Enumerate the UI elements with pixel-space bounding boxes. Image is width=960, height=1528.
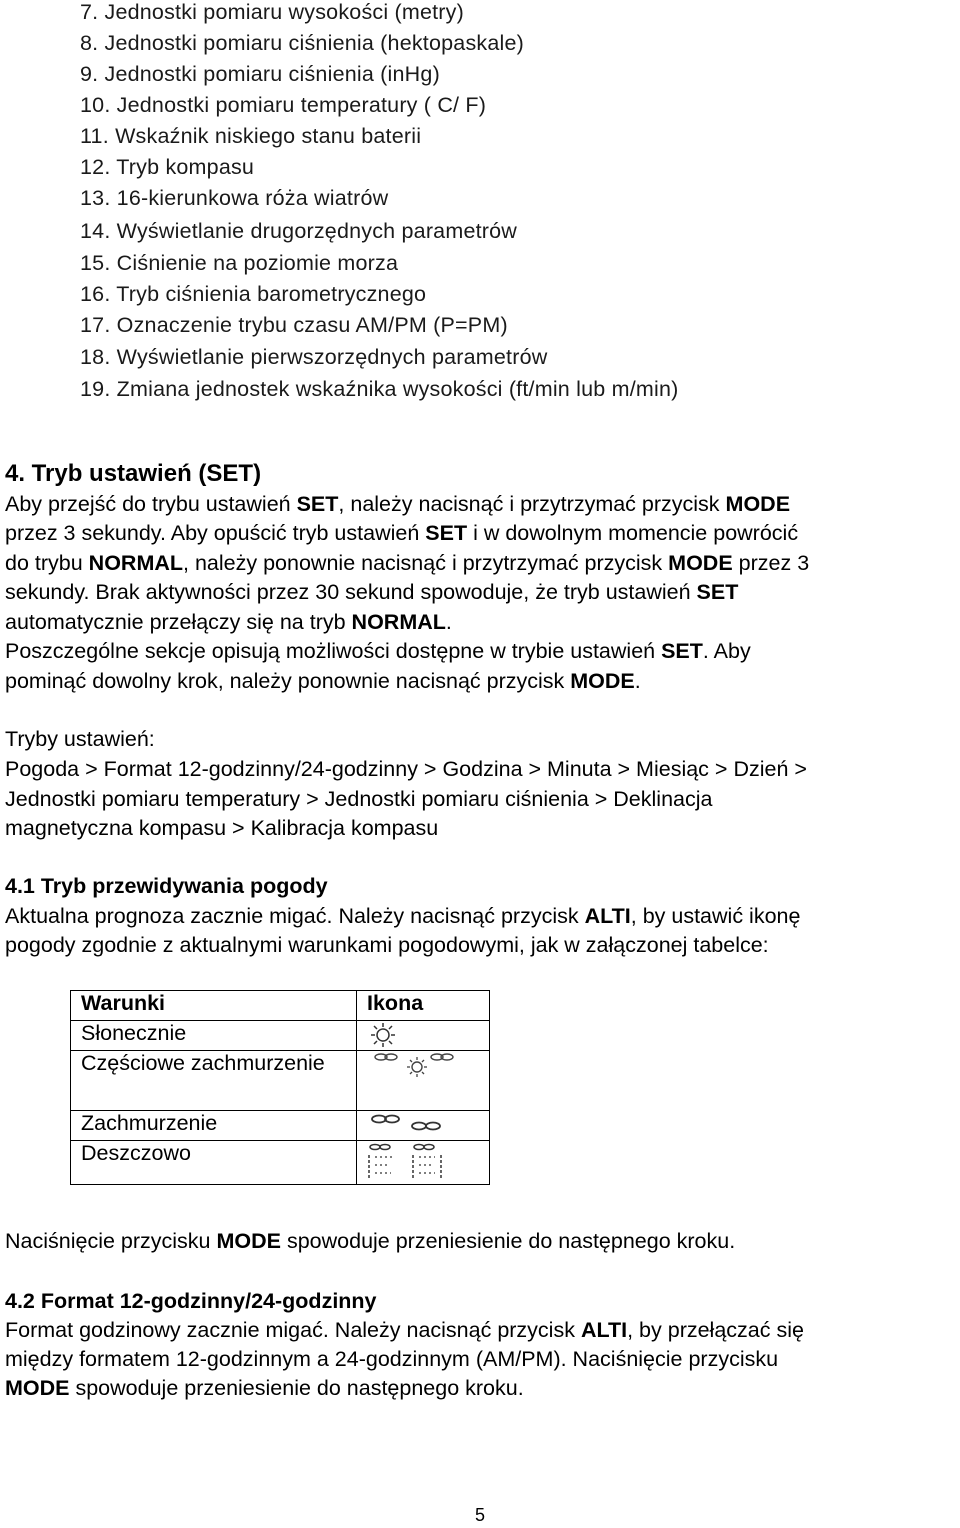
paragraph-line (5, 551, 809, 576)
text-run: , by ustawić ikonę (630, 904, 801, 928)
text-run: do trybu (5, 551, 89, 575)
table-cell-condition: Słonecznie (71, 1021, 357, 1051)
table-cell-condition: Częściowe zachmurzenie (71, 1051, 357, 1111)
bold-term: NORMAL (88, 551, 184, 575)
bold-term: ALTI (584, 904, 631, 928)
list-item: 17. Oznaczenie trybu czasu AM/PM (P=PM) (80, 313, 508, 337)
text-run: . (634, 669, 641, 693)
bold-term: SET (661, 639, 703, 663)
list-item: 10. Jednostki pomiaru temperatury ( C/ F) (80, 93, 487, 117)
text-run: pominąć dowolny krok, należy ponownie nacisnąć przycisk (5, 669, 571, 693)
bold-term: MODE (725, 492, 791, 516)
paragraph-line (5, 610, 452, 635)
list-item: 18. Wyświetlanie pierwszorzędnych parametrów (80, 345, 548, 369)
text-run: , należy nacisnąć i przytrzymać przycisk (338, 492, 726, 516)
paragraph-line (5, 933, 769, 958)
bold-term: MODE (570, 669, 635, 693)
text-run: przez 3 sekundy. Aby opuścić tryb ustawień (5, 521, 426, 545)
paragraph-line (5, 580, 738, 605)
table-cell-icon (357, 1021, 490, 1051)
bold-term: MODE (216, 1229, 281, 1253)
paragraph-line (5, 639, 751, 664)
text-run: między formatem 12-godzinnym a 24-godzinnym (AM/PM). Naciśnięcie przycisku (5, 1347, 779, 1371)
text-run: Format godzinowy zacznie migać. Należy nacisnąć przycisk (5, 1318, 581, 1342)
list-item: 15. Ciśnienie na poziomie morza (80, 251, 399, 275)
text-run: . (445, 610, 452, 634)
table-cell-icon (357, 1051, 490, 1111)
text-run: i w dowolnym momencie powrócić (467, 521, 799, 545)
text-run: Aby przejść do trybu ustawień (5, 492, 297, 516)
paragraph-line (5, 1376, 524, 1401)
text-run: spowoduje przeniesienie do następnego kroku. (280, 1229, 736, 1253)
section-heading: 4.2 Format 12-godzinny/24-godzinny (5, 1289, 377, 1313)
rain-icon (367, 1141, 457, 1181)
table-row (71, 1111, 490, 1141)
text-run: , by przełączać się (627, 1318, 804, 1342)
table-header-row (71, 991, 490, 1021)
bold-term: SET (296, 492, 339, 516)
section-heading: 4. Tryb ustawień (SET) (5, 460, 262, 487)
text-run: automatycznie przełączy się na tryb (5, 610, 352, 634)
sun-icon (367, 1021, 407, 1049)
page-number: 5 (474, 1505, 485, 1525)
text-run: . Aby (702, 639, 751, 663)
list-item: 9. Jednostki pomiaru ciśnienia (inHg) (80, 62, 440, 86)
table-cell-condition: Deszczowo (71, 1141, 357, 1185)
text-run: Naciśnięcie przycisku (5, 1229, 217, 1253)
table-header-icon: Ikona (357, 991, 490, 1021)
table-cell-icon (357, 1141, 490, 1185)
table-row (71, 1051, 490, 1111)
paragraph-line (5, 904, 800, 929)
text-run: pogody zgodnie z aktualnymi warunkami pogodowymi, jak w załączonej tabelce: (5, 933, 769, 957)
paragraph-line (5, 1229, 735, 1254)
table-row (71, 1141, 490, 1185)
text-run: Aktualna prognoza zacznie migać. Należy nacisnąć przycisk (5, 904, 585, 928)
table-header-conditions: Warunki (71, 991, 357, 1021)
section-heading: 4.1 Tryb przewidywania pogody (5, 874, 328, 898)
list-item: 19. Zmiana jednostek wskaźnika wysokości (ft/min lub m/min) (80, 377, 679, 401)
bold-term: ALTI (580, 1318, 628, 1342)
list-item: 16. Tryb ciśnienia barometrycznego (80, 282, 427, 306)
bold-term: MODE (668, 551, 733, 575)
partly-cloudy-icon (367, 1051, 457, 1081)
table-row (71, 1021, 490, 1051)
bold-term: SET (696, 580, 739, 604)
text-run: przez 3 (732, 551, 810, 575)
paragraph-line (5, 1347, 778, 1372)
modes-line: Pogoda > Format 12-godzinny/24-godzinny > Godzina > Minuta > Miesiąc > Dzień > (5, 757, 807, 781)
list-item: 11. Wskaźnik niskiego stanu baterii (80, 124, 422, 148)
modes-line: magnetyczna kompasu > Kalibracja kompasu (5, 816, 439, 840)
bold-term: NORMAL (351, 610, 446, 634)
paragraph-line (5, 521, 798, 546)
list-item: 12. Tryb kompasu (80, 155, 255, 179)
text-run: , należy ponownie nacisnąć i przytrzymać przycisk (183, 551, 669, 575)
table-cell-condition: Zachmurzenie (71, 1111, 357, 1141)
list-item: 7. Jednostki pomiaru wysokości (metry) (80, 0, 464, 24)
weather-table (70, 990, 490, 1185)
table-cell-icon (357, 1111, 490, 1141)
modes-line: Jednostki pomiaru temperatury > Jednostki pomiaru ciśnienia > Deklinacja (5, 787, 713, 811)
cloudy-icon (367, 1111, 457, 1135)
bold-term: SET (425, 521, 468, 545)
text-run: Poszczególne sekcje opisują możliwości dostępne w trybie ustawień (5, 639, 662, 663)
list-item: 13. 16-kierunkowa róża wiatrów (80, 186, 389, 210)
bold-term: MODE (5, 1376, 70, 1400)
paragraph-line (5, 492, 790, 517)
modes-label: Tryby ustawień: (5, 727, 155, 751)
paragraph-line (5, 1318, 804, 1343)
text-run: sekundy. Brak aktywności przez 30 sekund spowoduje, że tryb ustawień (5, 580, 697, 604)
list-item: 8. Jednostki pomiaru ciśnienia (hektopaskale) (80, 31, 525, 55)
list-item: 14. Wyświetlanie drugorzędnych parametrów (80, 219, 518, 243)
paragraph-line (5, 669, 641, 694)
text-run: spowoduje przeniesienie do następnego kroku. (69, 1376, 524, 1400)
